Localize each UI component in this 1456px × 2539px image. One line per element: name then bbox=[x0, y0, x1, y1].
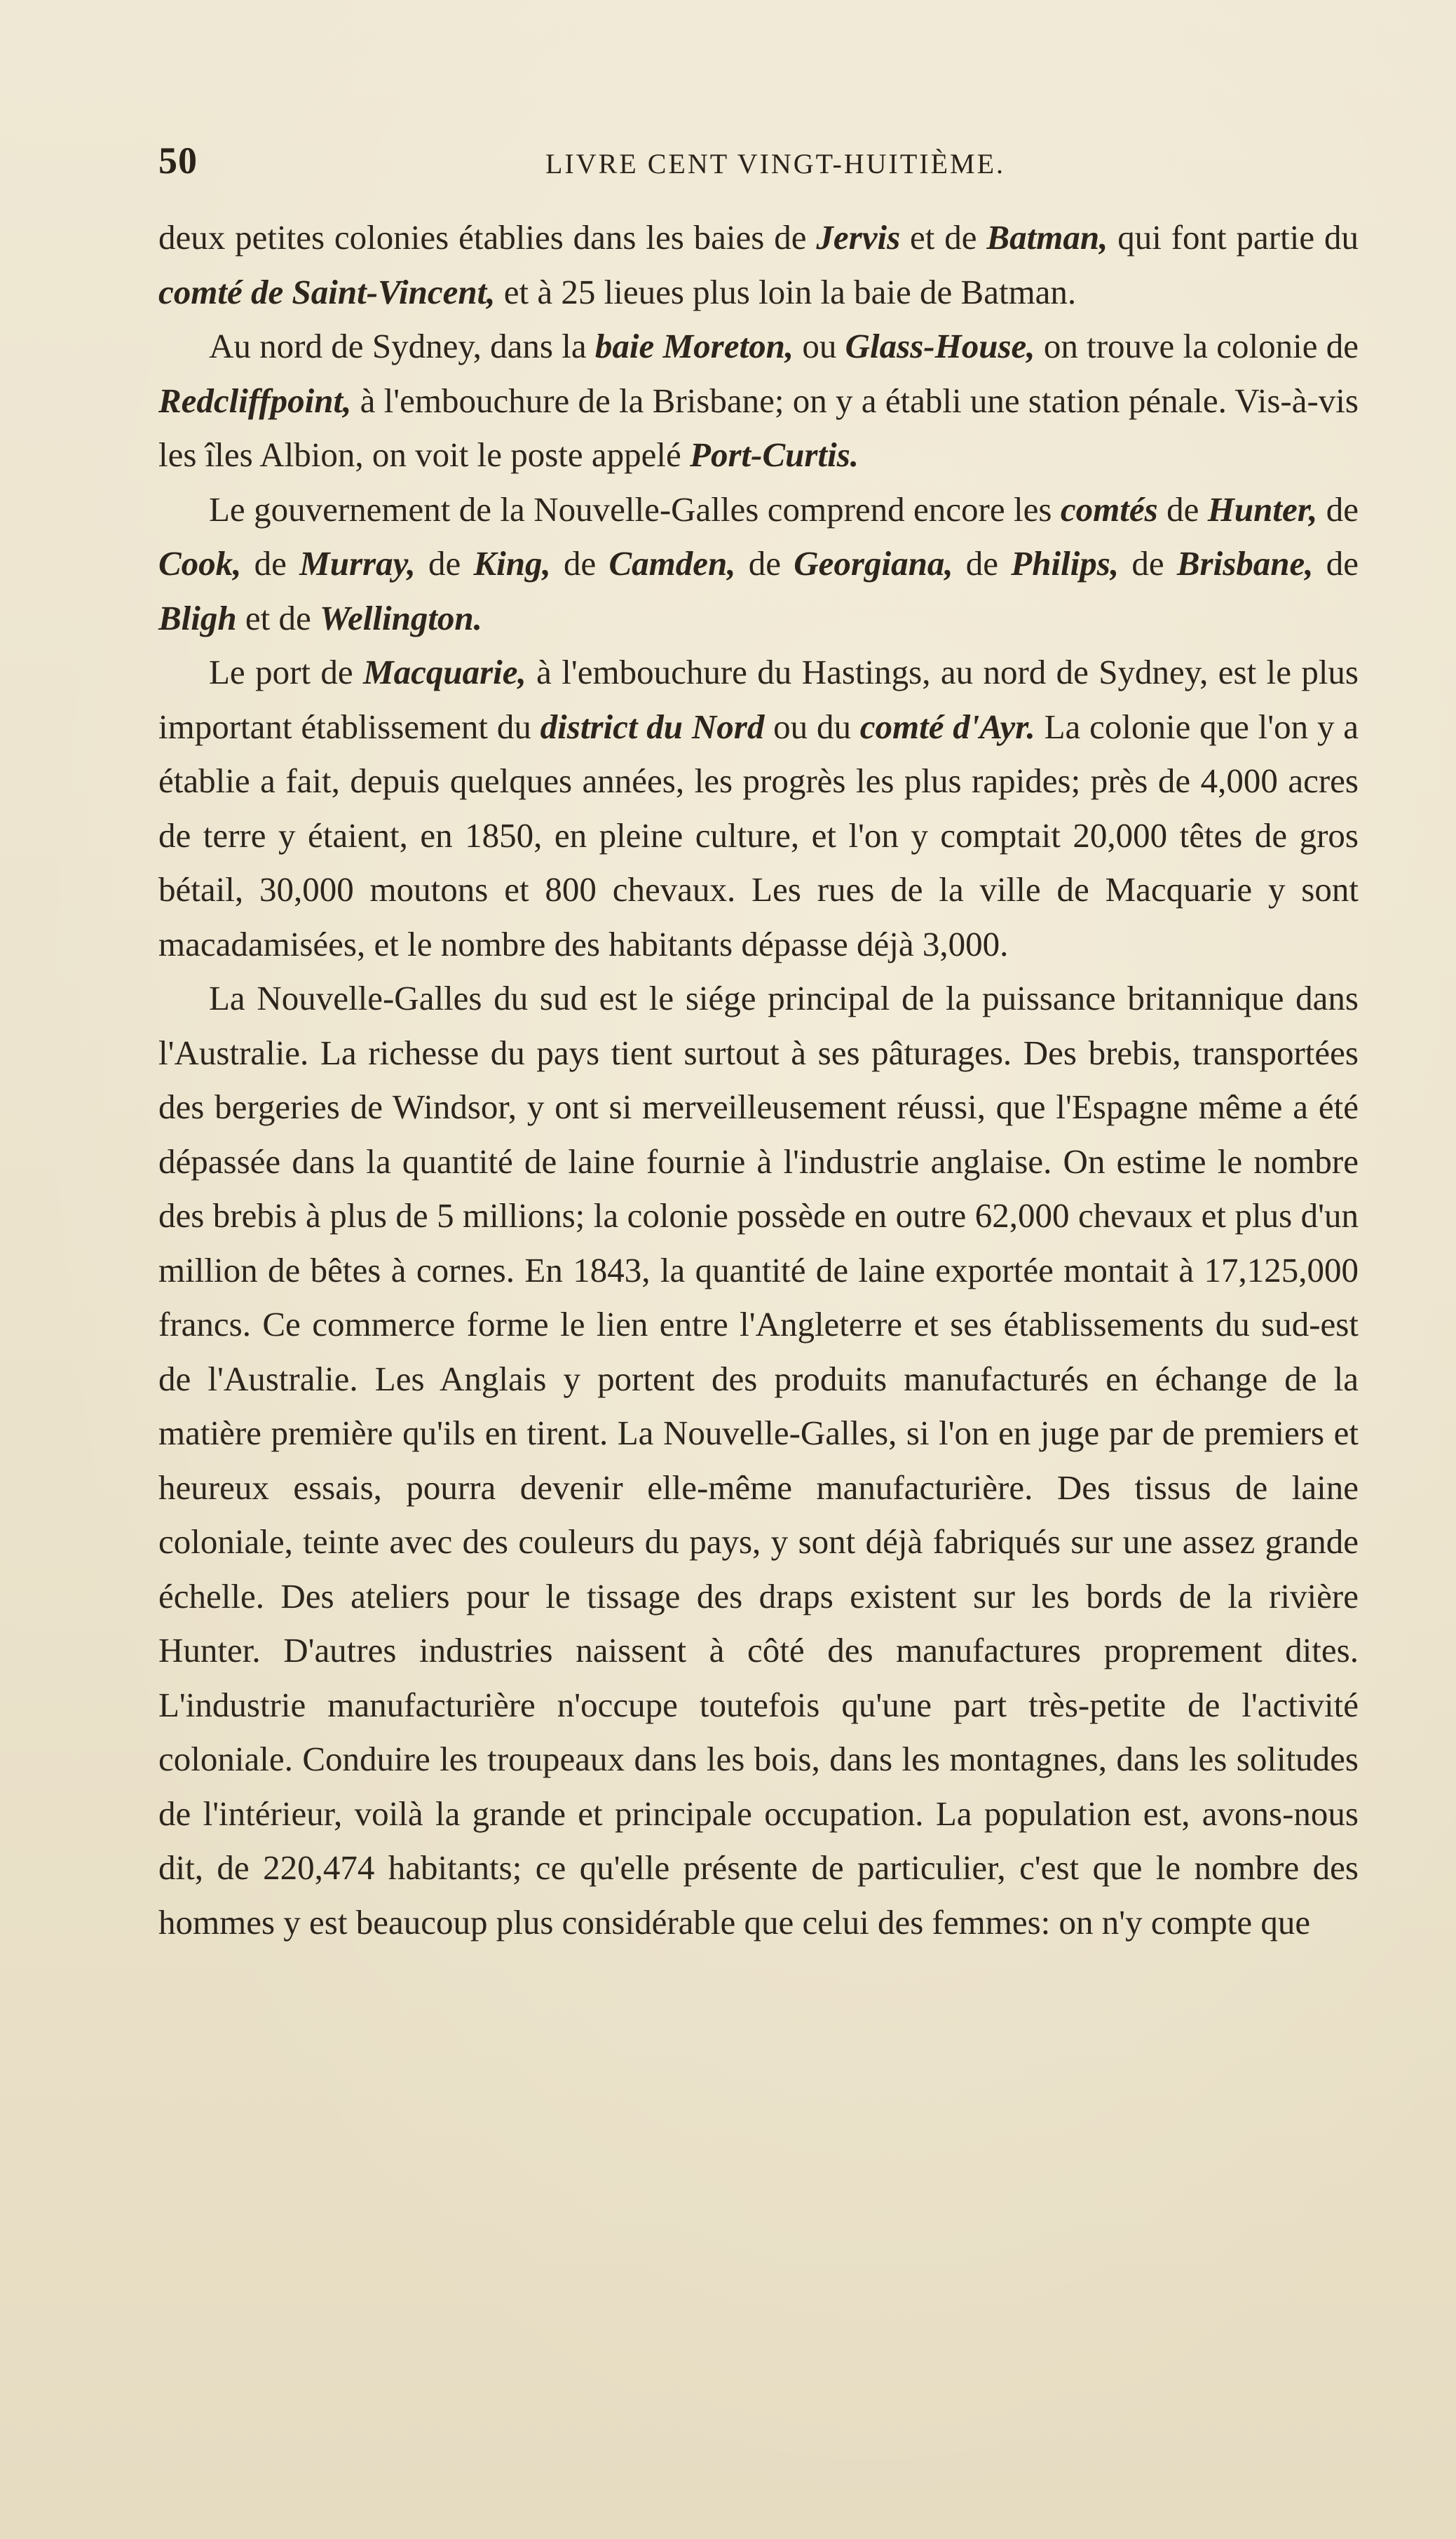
text-run: Au nord de Sydney, dans la bbox=[209, 327, 595, 365]
italic-term: Brisbane, bbox=[1176, 544, 1314, 583]
italic-term: Murray, bbox=[299, 544, 416, 583]
italic-term: district du Nord bbox=[540, 707, 765, 746]
italic-term: Cook, bbox=[158, 544, 242, 583]
paragraph bbox=[158, 971, 1359, 1949]
italic-term: comté d'Ayr. bbox=[859, 707, 1035, 746]
italic-term: comtés bbox=[1060, 489, 1158, 529]
text-run: La colonie que l'on y a établie a fait, depuis quelques années, les progrès les plus rapides; près de 4,000 acres de terre y étaient, en 1850, en pleine culture, et l'on y comptait 20,000 têtes de gros bétail, 30,000 moutons et 800 chevaux. Les rues de la ville de Macquarie y sont macadamisées, et le nombre des habitants dépasse déjà 3,000. bbox=[158, 707, 1359, 963]
italic-term: baie Moreton, bbox=[594, 327, 794, 365]
text-run: de bbox=[550, 544, 609, 583]
text-run: deux petites colonies établies dans les baies de bbox=[158, 218, 817, 257]
page-header bbox=[158, 139, 1364, 188]
text-run: La Nouvelle-Galles du sud est le siége principal de la puissance britannique dans l'Australie. La richesse du pays tient surtout à ses pâturages. Des brebis, transportées des bergeries de Windsor, y ont si merveilleusement réussi, que l'Espagne même a été dépassée dans la quantité de laine fournie à l'industrie anglaise. On estime le nombre des brebis à plus de 5 millions; la colonie possède en outre 62,000 chevaux et plus d'un million de bêtes à cornes. En 1843, la quantité de laine exportée montait à 17,125,000 francs. Ce commerce forme le lien entre l'Angleterre et ses établissements du sud-est de l'Australie. Les Anglais y portent des produits manufacturés en échange de la matière première qu'ils en tirent. La Nouvelle-Galles, si l'on en juge par de premiers et heureux essais, pourra devenir elle-même manufacturière. Des tissus de laine coloniale, teinte avec des couleurs du pays, y sont déjà fabriqués sur une assez grande échelle. Des ateliers pour le tissage des draps existent sur les bords de la rivière Hunter. D'autres industries naissent à côté des manufactures proprement dites. L'industrie manufacturière n'occupe toutefois qu'une part très-petite de l'activité coloniale. Conduire les troupeaux dans les bois, dans les montagnes, dans les solitudes de l'intérieur, voilà la grande et principale occupation. La population est, avons-nous dit, de 220,474 habitants; ce qu'elle présente de particulier, c'est que le nombre des hommes y est beaucoup plus considérable que celui des femmes: on n'y compte que bbox=[158, 979, 1359, 1942]
italic-term: Bligh bbox=[158, 598, 237, 637]
text-run: et de bbox=[236, 598, 320, 637]
text-run: de bbox=[735, 544, 794, 583]
italic-term: Batman, bbox=[986, 218, 1108, 257]
italic-term: Hunter, bbox=[1207, 489, 1318, 529]
italic-term: Port-Curtis. bbox=[690, 435, 859, 474]
text-run: ou bbox=[794, 327, 845, 365]
text-run: Le gouvernement de la Nouvelle-Galles comprend encore les bbox=[209, 489, 1061, 529]
italic-term: comté de Saint-Vincent, bbox=[158, 272, 496, 311]
text-run: à l'embouchure du Hastings, au nord de Sydney, est le plus important établissement du bbox=[158, 653, 1359, 746]
italic-term: Georgiana, bbox=[794, 544, 953, 583]
text-run: de bbox=[953, 544, 1012, 583]
page-number: 50 bbox=[158, 140, 198, 182]
paragraph bbox=[158, 319, 1359, 482]
text-run: de bbox=[1157, 489, 1208, 529]
italic-term: King, bbox=[473, 544, 551, 583]
paragraph bbox=[158, 210, 1359, 319]
italic-term: Jervis bbox=[816, 218, 901, 257]
text-run: et à 25 lieues plus loin la baie de Batman. bbox=[495, 272, 1077, 311]
italic-term: Macquarie, bbox=[363, 653, 526, 691]
paragraph bbox=[158, 645, 1359, 971]
text-run: et de bbox=[900, 218, 987, 257]
italic-term: Philips, bbox=[1011, 544, 1120, 583]
text-run: de bbox=[415, 544, 474, 583]
italic-term: Wellington. bbox=[320, 598, 482, 637]
running-title: LIVRE CENT VINGT-HUITIÈME. bbox=[545, 148, 1006, 180]
text-run: de bbox=[241, 544, 300, 583]
text-run: qui font partie du bbox=[1108, 218, 1359, 257]
text-run: à l'embouchure de la Brisbane; on y a établi une station pénale. Vis-à-vis les îles Albion, on voit le poste appelé bbox=[158, 381, 1359, 474]
text-run: de bbox=[1313, 544, 1359, 583]
text-run: de bbox=[1317, 489, 1359, 529]
paragraph bbox=[158, 482, 1359, 646]
body-text bbox=[158, 210, 1359, 1949]
italic-term: Redcliffpoint, bbox=[158, 381, 352, 420]
text-run: on trouve la colonie de bbox=[1035, 327, 1359, 365]
italic-term: Camden, bbox=[608, 544, 736, 583]
text-run: de bbox=[1119, 544, 1177, 583]
text-run: Le port de bbox=[209, 653, 364, 691]
italic-term: Glass-House, bbox=[845, 327, 1035, 365]
text-run: ou du bbox=[764, 707, 860, 746]
